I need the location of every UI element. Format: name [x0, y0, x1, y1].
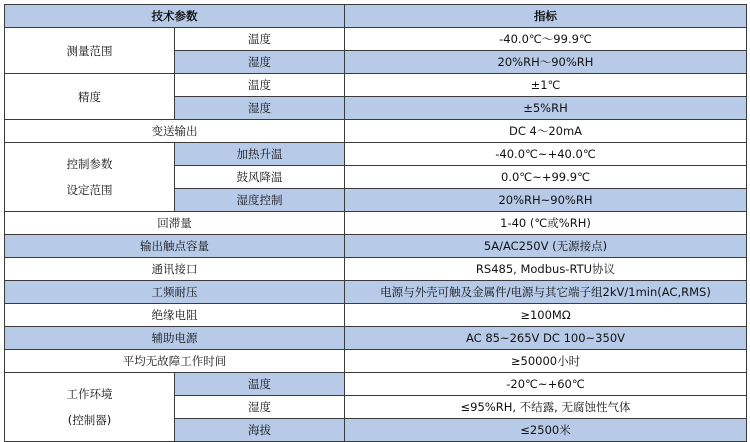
- precision-hum-value: ±5%RH: [345, 97, 747, 120]
- header-param: 技术参数: [5, 5, 345, 28]
- control-heat-value: -40.0℃~+40.0℃: [345, 143, 747, 166]
- comm-label: 通讯接口: [5, 258, 345, 281]
- control-fan-value: 0.0℃~+99.9℃: [345, 166, 747, 189]
- insulation-label: 绝缘电阻: [5, 304, 345, 327]
- env-label-line1: 工作环境: [66, 387, 113, 401]
- aux-power-value: AC 85~265V DC 100~350V: [345, 327, 747, 350]
- table-row: [5, 258, 747, 281]
- table-row: [5, 304, 747, 327]
- control-hum-label: 湿度控制: [175, 189, 345, 212]
- measure-temp-label: 温度: [175, 28, 345, 51]
- contact-label: 输出触点容量: [5, 235, 345, 258]
- table-row: [5, 235, 747, 258]
- env-temp-label: 温度: [175, 373, 345, 396]
- insulation-value: ≥100MΩ: [345, 304, 747, 327]
- env-temp-value: -20℃~+60℃: [345, 373, 747, 396]
- aux-power-label: 辅助电源: [5, 327, 345, 350]
- table-row: [5, 327, 747, 350]
- control-label-line2: 设定范围: [66, 183, 113, 197]
- header-row: [5, 5, 747, 28]
- precision-label: 精度: [5, 74, 175, 120]
- measure-hum-label: 湿度: [175, 51, 345, 74]
- table-row: [5, 281, 747, 304]
- table-row: [5, 350, 747, 373]
- env-hum-label: 湿度: [175, 396, 345, 419]
- measure-range-label: 测量范围: [5, 28, 175, 74]
- hysteresis-label: 回滞量: [5, 212, 345, 235]
- table-row: [5, 28, 747, 51]
- table-row: [5, 143, 747, 166]
- contact-value: 5A/AC250V (无源接点): [345, 235, 747, 258]
- transmit-value: DC 4～20mA: [345, 120, 747, 143]
- precision-temp-value: ±1℃: [345, 74, 747, 97]
- comm-value: RS485, Modbus-RTU协议: [345, 258, 747, 281]
- spec-table: [4, 4, 747, 442]
- measure-hum-value: 20%RH～90%RH: [345, 51, 747, 74]
- env-alt-value: ≤2500米: [345, 419, 747, 442]
- control-label-line1: 控制参数: [66, 157, 113, 171]
- control-hum-value: 20%RH~90%RH: [345, 189, 747, 212]
- withstand-label: 工频耐压: [5, 281, 345, 304]
- transmit-label: 变送输出: [5, 120, 345, 143]
- control-fan-label: 鼓风降温: [175, 166, 345, 189]
- mtbf-label: 平均无故障工作时间: [5, 350, 345, 373]
- env-label-line2: (控制器): [67, 413, 112, 427]
- env-alt-label: 海拔: [175, 419, 345, 442]
- table-row: [5, 373, 747, 396]
- control-heat-label: 加热升温: [175, 143, 345, 166]
- header-value: 指标: [345, 5, 747, 28]
- table-row: [5, 74, 747, 97]
- measure-temp-value: -40.0℃～99.9℃: [345, 28, 747, 51]
- env-label: [5, 373, 175, 442]
- table-row: [5, 212, 747, 235]
- precision-hum-label: 湿度: [175, 97, 345, 120]
- env-hum-value: ≤95%RH, 不结露, 无腐蚀性气体: [345, 396, 747, 419]
- precision-temp-label: 温度: [175, 74, 345, 97]
- table-row: [5, 120, 747, 143]
- hysteresis-value: 1-40 (℃或%RH): [345, 212, 747, 235]
- withstand-value: 电源与外壳可触及金属件/电源与其它端子组2kV/1min(AC,RMS): [345, 281, 747, 304]
- mtbf-value: ≥50000小时: [345, 350, 747, 373]
- control-range-label: [5, 143, 175, 212]
